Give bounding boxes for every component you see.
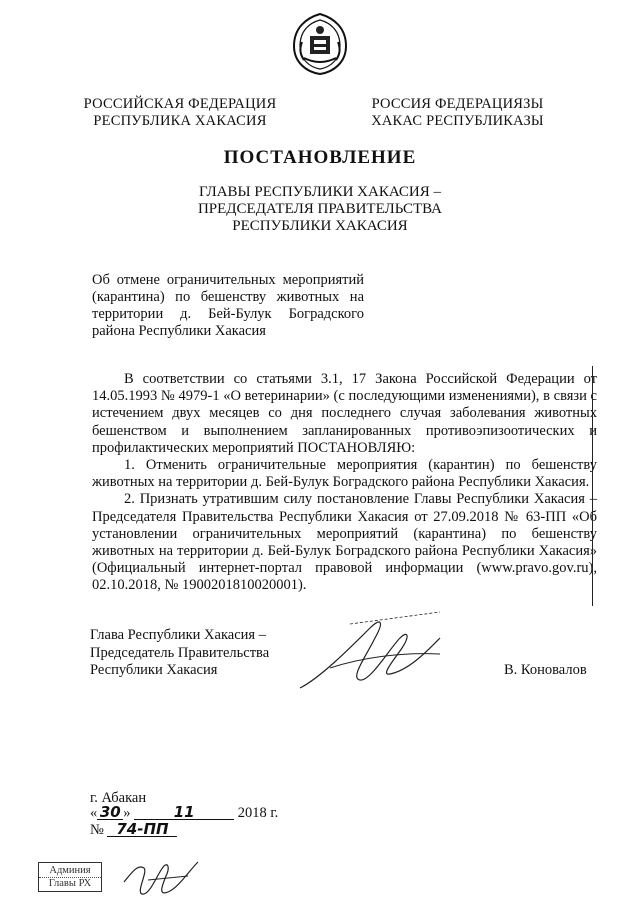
signatory-line-3: Республики Хакасия — [90, 662, 218, 678]
header-right-line-1: РОССИЯ ФЕДЕРАЦИЯЗЫ — [371, 96, 544, 112]
stamp-line-2: Главы РХ — [48, 878, 92, 889]
date-year: 2018 г. — [237, 805, 279, 821]
subtitle-line-2: ПРЕДСЕДАТЕЛЯ ПРАВИТЕЛЬСТВА — [197, 201, 443, 217]
subtitle-line-3: РЕСПУБЛИКИ ХАКАСИЯ — [232, 218, 408, 234]
coat-of-arms-emblem — [290, 12, 350, 76]
header-right-line-2: ХАКАС РЕСПУБЛИКАЗЫ — [371, 113, 544, 129]
signatory-line-1: Глава Республики Хакасия – — [90, 627, 266, 643]
date-day: 30 — [97, 805, 123, 820]
subtitle-line-1: ГЛАВЫ РЕСПУБЛИКИ ХАКАСИЯ – — [198, 184, 442, 200]
number-row — [90, 822, 177, 839]
handwritten-signature — [290, 608, 450, 698]
body-paragraph-2: 1. Отменить ограничительные мероприятия (карантин) по бешенству животных на территории д. Бей-Булук Боградского района Республики Хакасия. — [92, 457, 597, 491]
header-left — [80, 96, 280, 130]
stamp-line-1: Админия — [39, 865, 101, 878]
body-paragraph-3: 2. Признать утратившим силу постановление Главы Республики Хакасия – Председателя Правительства Республики Хакасия от 27.09.2018 № 63-ПП «Об установлении ограничительных мероприятий (карантина) по бешенству животных на территории д. Бей-Булук Боградского района Республики Хакасия» (Официальный интернет-портал правовой информации (www.pravo.gov.ru), 02.10.2018, № 1900201810020001). — [92, 491, 597, 594]
date-month: 11 — [134, 805, 234, 820]
signatory-name: В. Коновалов — [504, 662, 587, 678]
header-left-line-2: РЕСПУБЛИКА ХАКАСИЯ — [93, 113, 267, 129]
signatory-line-2: Председатель Правительства — [90, 644, 270, 661]
registration-stamp — [38, 862, 102, 892]
signatory-position — [90, 627, 269, 680]
header-right — [370, 96, 545, 130]
place-of-issue: г. Абакан — [90, 790, 147, 806]
document-body — [92, 371, 597, 595]
body-paragraph-1: В соответствии со статьями 3.1, 17 Закона Российской Федерации от 14.05.1993 № 4979-1 «О ветеринарии» (с последующими изменениями), в связи с истечением двух месяцев со дня последнего случая заболевания животных бешенством и выполнением запланированных противоэпизоотических и профилактических мероприятий ПОСТАНОВЛЯЮ: — [92, 371, 597, 456]
number-label: № — [90, 822, 104, 838]
document-number: 74-ПП — [107, 822, 177, 837]
date-row: « 30 » 11 2018 г. — [90, 803, 279, 821]
document-title: ПОСТАНОВЛЕНИЕ — [223, 147, 417, 168]
document-subtitle — [0, 184, 640, 235]
header-left-line-1: РОССИЙСКАЯ ФЕДЕРАЦИЯ — [83, 96, 277, 112]
document-subject: Об отмене ограничительных мероприятий (карантина) по бешенству животных на территории д. Бей-Булук Боградского района Республики Хакасия — [92, 272, 364, 339]
margin-scan-line — [592, 366, 594, 606]
approval-signature — [118, 852, 208, 900]
